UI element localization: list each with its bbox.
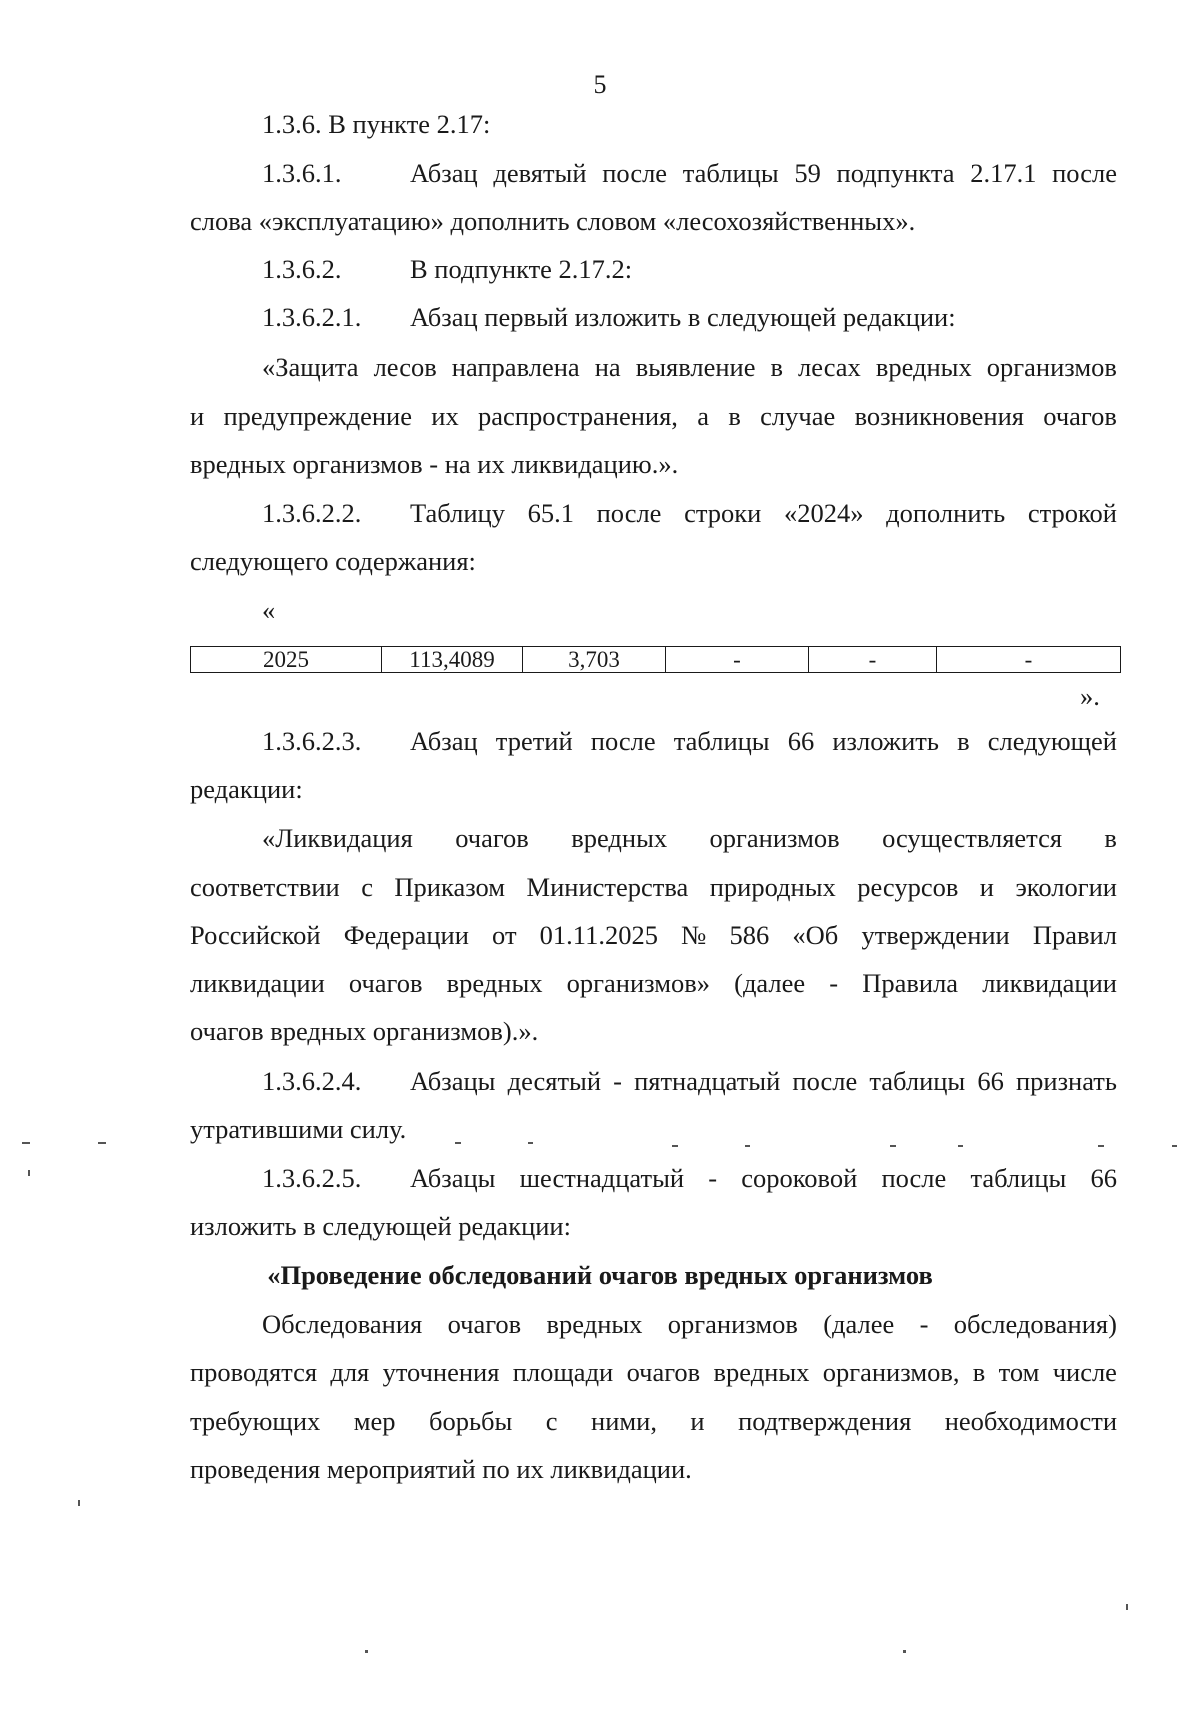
clause-number: 1.3.6.2.2. <box>262 498 362 528</box>
inserted-table-row <box>190 646 1121 673</box>
scan-speck <box>78 1500 80 1506</box>
word: 65.1 <box>527 498 574 528</box>
paragraph-line <box>190 403 1117 430</box>
word: Обследования <box>262 1309 423 1339</box>
word: таблицы <box>673 726 770 756</box>
word: ними, <box>591 1406 657 1436</box>
word: таблицы <box>970 1163 1067 1193</box>
section-heading: «Проведение обследований очагов вредных организмов <box>267 1260 933 1290</box>
table-cell: - <box>937 647 1121 673</box>
word: выявление <box>635 352 756 382</box>
word: Федерации <box>343 920 469 950</box>
word: Абзацы <box>410 1163 496 1193</box>
word: сороковой <box>741 1163 858 1193</box>
scan-speck <box>903 1650 906 1653</box>
word: после <box>792 1066 858 1096</box>
word: признать <box>1015 1066 1117 1096</box>
word: требующих <box>190 1406 321 1436</box>
word: очагов <box>447 1309 522 1339</box>
paragraph-line <box>262 728 1117 755</box>
word: третий <box>495 726 573 756</box>
line-text <box>410 1165 1117 1192</box>
word: изложить <box>832 726 939 756</box>
table-cell: 113,4089 <box>382 647 523 673</box>
word: таблицы <box>682 158 779 188</box>
word: и <box>690 1406 705 1436</box>
word: вредных <box>571 823 668 853</box>
paragraph-line: следующего содержания: <box>190 546 476 576</box>
word: Абзац <box>410 726 478 756</box>
word: шестнадцатый <box>519 1163 685 1193</box>
paragraph-line: редакции: <box>190 774 303 804</box>
word: случае <box>760 401 836 431</box>
paragraph-line <box>262 256 632 283</box>
paragraph-line: слова «эксплуатацию» дополнить словом «лесохозяйственных». <box>190 206 916 236</box>
word: обследования) <box>953 1309 1117 1339</box>
paragraph-line: проведения мероприятий по их ликвидации. <box>190 1454 692 1484</box>
word: следующей <box>987 726 1117 756</box>
word: в <box>972 1357 986 1387</box>
line-text: В подпункте 2.17.2: <box>410 254 633 284</box>
word: девятый <box>493 158 587 188</box>
word: утверждении <box>861 920 1010 950</box>
paragraph-line <box>190 874 1117 901</box>
clause-number: 1.3.6.2. <box>262 254 342 284</box>
clause-number: 1.3.6.2.4. <box>262 1066 362 1096</box>
word: «Защита <box>262 352 359 382</box>
paragraph-line <box>190 1359 1117 1386</box>
word: с <box>545 1406 558 1436</box>
table-cell: - <box>809 647 937 673</box>
word: в <box>728 401 741 431</box>
line-text <box>410 160 1117 187</box>
clause-number: 1.3.6.2.1. <box>262 302 362 332</box>
word: пятнадцатый <box>634 1066 781 1096</box>
scan-speck <box>1098 1145 1104 1147</box>
word: подтверждения <box>738 1406 912 1436</box>
word: вредных <box>875 352 972 382</box>
word: необходимости <box>944 1406 1117 1436</box>
word: № <box>681 920 707 950</box>
word: от <box>492 920 517 950</box>
quote-open-mark: « <box>262 595 276 625</box>
word: природных <box>709 872 836 902</box>
line-text: Абзац первый изложить в следующей редакции: <box>410 302 956 332</box>
word: возникновения <box>854 401 1024 431</box>
word: распространения, <box>478 401 678 431</box>
word: вредных <box>546 1309 643 1339</box>
word: ликвидации <box>190 968 325 998</box>
word: Министерства <box>526 872 689 902</box>
clause-number: 1.3.6.1. <box>262 158 342 188</box>
table-row <box>191 647 1121 673</box>
scan-speck <box>365 1650 368 1653</box>
word: строкой <box>1027 498 1117 528</box>
word: дополнить <box>886 498 1006 528</box>
paragraph-line <box>190 1408 1117 1435</box>
word: организмов <box>709 823 840 853</box>
word: а <box>697 401 710 431</box>
word: вредных <box>446 968 543 998</box>
paragraph-line <box>262 1311 1117 1338</box>
word: для <box>330 1357 370 1387</box>
word: Правила <box>862 968 959 998</box>
word: Правил <box>1032 920 1117 950</box>
paragraph-line <box>262 1068 1117 1095</box>
word: 01.11.2025 <box>539 920 658 950</box>
word: - <box>829 968 839 998</box>
word: в <box>1104 823 1117 853</box>
word: таблицы <box>869 1066 966 1096</box>
word: уточнения <box>382 1357 500 1387</box>
word: с <box>361 872 373 902</box>
word: организмов, <box>822 1357 960 1387</box>
scan-speck <box>98 1142 106 1144</box>
word: очагов <box>348 968 423 998</box>
word: направлена <box>451 352 580 382</box>
scan-speck <box>1172 1145 1177 1147</box>
word: после <box>1052 158 1117 188</box>
word: проводятся <box>190 1357 318 1387</box>
word: 66 <box>977 1066 1004 1096</box>
page-number: 5 <box>593 70 607 99</box>
table-cell: 2025 <box>191 647 382 673</box>
word: - <box>919 1309 929 1339</box>
word: организмов <box>986 352 1117 382</box>
word: после <box>881 1163 947 1193</box>
word: борьбы <box>428 1406 513 1436</box>
word: «Об <box>792 920 839 950</box>
paragraph-line: изложить в следующей редакции: <box>190 1211 571 1241</box>
line-text <box>410 1068 1117 1095</box>
word: предупреждение <box>223 401 412 431</box>
word: 59 <box>794 158 821 188</box>
scan-speck <box>672 1145 678 1147</box>
word: лесах <box>798 352 861 382</box>
paragraph-line <box>262 160 1117 187</box>
paragraph-line <box>190 970 1117 997</box>
paragraph-line <box>190 922 1117 949</box>
word: после <box>596 498 662 528</box>
clause-number: 1.3.6.2.5. <box>262 1163 362 1193</box>
word: площади <box>512 1357 614 1387</box>
word: Приказом <box>394 872 506 902</box>
word: лесов <box>373 352 437 382</box>
word: Абзацы <box>410 1066 496 1096</box>
word: и <box>979 872 994 902</box>
word: том <box>998 1357 1040 1387</box>
paragraph-line <box>262 825 1117 852</box>
word: и <box>190 401 205 431</box>
table-cell: - <box>666 647 809 673</box>
word: вредных <box>713 1357 810 1387</box>
paragraph-line: очагов вредных организмов).». <box>190 1016 539 1046</box>
word: десятый <box>507 1066 602 1096</box>
paragraph-line: вредных организмов - на их ликвидацию.». <box>190 449 679 479</box>
paragraph-line: 1.3.6. В пункте 2.17: <box>262 109 491 139</box>
word: 586 <box>729 920 770 950</box>
table-cell: 3,703 <box>523 647 666 673</box>
word: мер <box>353 1406 396 1436</box>
word: «Ликвидация <box>262 823 413 853</box>
scan-speck <box>28 1170 30 1176</box>
paragraph-line <box>262 500 1117 527</box>
quote-close-mark: ». <box>1080 681 1100 711</box>
word: подпункта <box>836 158 955 188</box>
word: (далее <box>734 968 806 998</box>
line-text <box>410 500 1117 527</box>
word: «2024» <box>783 498 864 528</box>
word: их <box>431 401 459 431</box>
word: очагов <box>1043 401 1117 431</box>
scan-speck <box>745 1145 750 1147</box>
scan-speck <box>890 1145 896 1147</box>
word: 66 <box>1090 1163 1117 1193</box>
scan-speck <box>455 1142 461 1144</box>
word: - <box>708 1163 718 1193</box>
word: ликвидации <box>982 968 1117 998</box>
paragraph-line <box>262 354 1117 381</box>
word: строки <box>684 498 762 528</box>
word: соответствии <box>190 872 340 902</box>
word: после <box>602 158 668 188</box>
word: очагов <box>455 823 529 853</box>
word: Абзац <box>410 158 478 188</box>
word: Таблицу <box>410 498 505 528</box>
word: числе <box>1052 1357 1117 1387</box>
word: экологии <box>1015 872 1117 902</box>
word: в <box>957 726 970 756</box>
word: после <box>590 726 656 756</box>
word: (далее <box>823 1309 895 1339</box>
word: 66 <box>787 726 815 756</box>
word: 2.17.1 <box>970 158 1037 188</box>
line-text <box>410 728 1117 755</box>
scan-speck <box>1126 1604 1128 1610</box>
scan-speck <box>958 1145 963 1147</box>
word: осуществляется <box>882 823 1063 853</box>
paragraph-line <box>262 1165 1117 1192</box>
word: организмов <box>667 1309 798 1339</box>
paragraph-line: утратившими силу. <box>190 1114 407 1144</box>
paragraph-line <box>262 304 956 331</box>
word: организмов» <box>566 968 711 998</box>
word: на <box>594 352 621 382</box>
scan-speck <box>22 1142 30 1144</box>
word: Российской <box>190 920 321 950</box>
word: ресурсов <box>857 872 959 902</box>
clause-number: 1.3.6.2.3. <box>262 726 362 756</box>
word: в <box>770 352 784 382</box>
word: - <box>613 1066 622 1096</box>
word: очагов <box>626 1357 701 1387</box>
scan-speck <box>528 1142 533 1144</box>
